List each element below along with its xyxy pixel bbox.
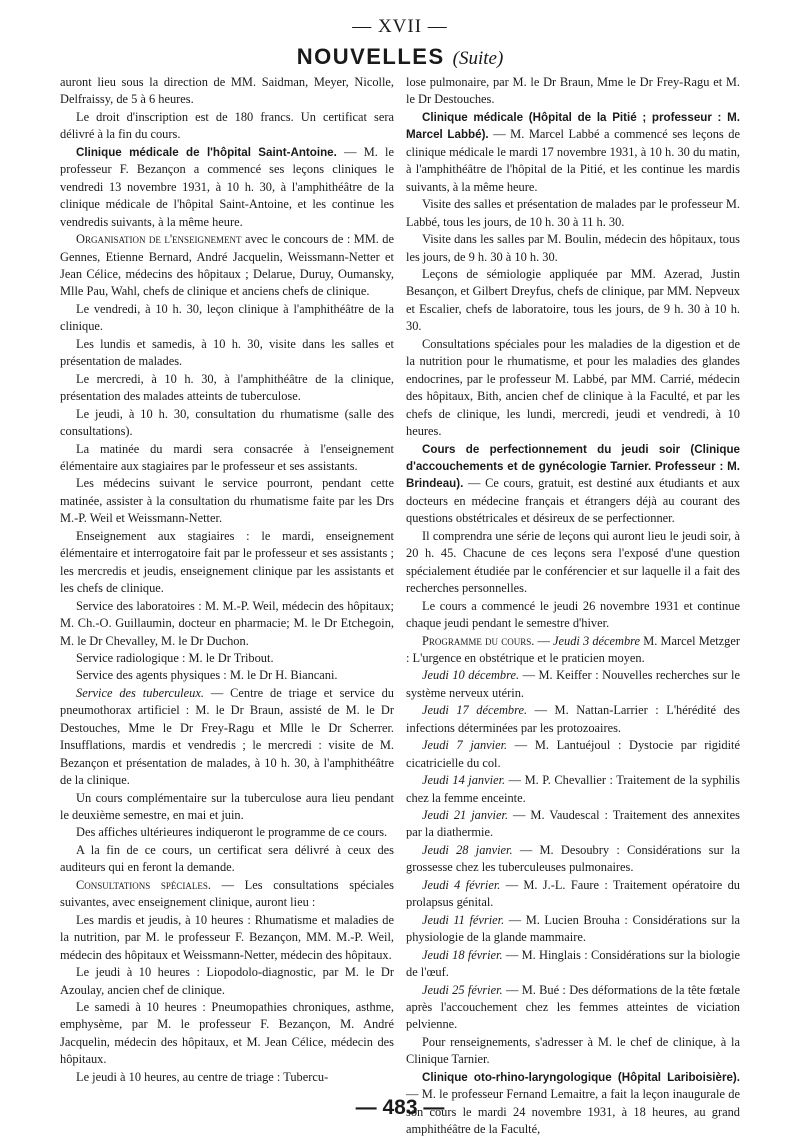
paragraph-text: — M. J.-L. Faure : Traitement opératoire du prolapsus génital. <box>406 877 740 910</box>
paragraph <box>406 74 740 109</box>
paragraph <box>406 266 740 336</box>
paragraph-text: — M. Bué : Des déformations de la tête fœtale après l'accouchement chez les femmes atteintes de viciation pelvienne. <box>406 982 740 1032</box>
paragraph-text: Enseignement aux stagiaires : le mardi, enseignement élémentaire et interrogatoire fait par le professeur et ses assistants ; les mercredis et jeudis, enseignement clinique par les assistants et les chefs de clinique. <box>60 528 394 596</box>
paragraph-text: Les médecins suivant le service pourront, pendant cette matinée, assister à la consultation du rhumatisme faite par les Drs M.-P. Weil et Weissmann-Netter. <box>60 476 394 526</box>
paragraph-heading: Clinique médicale de l'hôpital Saint-Antoine. <box>76 145 337 159</box>
paragraph-text-continued: M. Marcel Metzger : L'urgence en obstétrique et le praticien moyen. <box>406 633 741 665</box>
paragraph <box>60 1069 394 1086</box>
paragraph-text: — <box>534 633 554 648</box>
paragraph-italic-lead: Jeudi 28 janvier. <box>422 842 513 857</box>
paragraph-text: Consultations spéciales pour les maladies de la digestion et de la nutrition pour le rhumatisme, et pour les maladies des glandes endocrines, par le professeur M. Labbé, par MM. Carrié, médecin des hôpitaux, Bith, ancien chef de clinique à la Faculté, et par les chefs de clinique, les lundi, mercredi, jeudi et vendredi, à 10 heures. <box>406 336 740 439</box>
paragraph <box>60 912 394 964</box>
paragraph <box>60 371 394 406</box>
paragraph-text: — M. P. Chevallier : Traitement de la syphilis chez la femme enceinte. <box>406 773 740 805</box>
paragraph-text: — M. Desoubry : Considérations sur la grossesse chez les tuberculeuses pulmonaires. <box>406 842 740 875</box>
paragraph <box>406 842 740 877</box>
paragraph-text: — M. Vaudescal : Traitement des annexites par la diathermie. <box>406 808 740 840</box>
paragraph-text: Un cours complémentaire sur la tuberculose aura lieu pendant le deuxième semestre, en mai et juin. <box>60 790 394 823</box>
paragraph <box>60 301 394 336</box>
paragraph-text: A la fin de ce cours, un certificat sera délivré à ceux des auditeurs qui en feront la demande. <box>60 842 394 875</box>
paragraph-text: Le jeudi à 10 heures : Liopodolo-diagnostic, par M. le Dr Azoulay, ancien chef de clinique. <box>60 965 394 997</box>
paragraph-heading: Clinique médicale (Hôpital de la Pitié ; professeur : M. Marcel Labbé). <box>406 110 740 142</box>
paragraph <box>406 336 740 441</box>
paragraph <box>60 109 394 144</box>
paragraph-italic-lead: Jeudi 25 février. <box>422 982 503 997</box>
paragraph <box>60 964 394 999</box>
paragraph <box>406 598 740 633</box>
paragraph-text: Le vendredi, à 10 h. 30, leçon clinique à l'amphithéâtre de la clinique. <box>60 301 394 334</box>
paragraph <box>60 441 394 476</box>
roman-page-number: — XVII — <box>352 16 448 37</box>
paragraph <box>60 842 394 877</box>
paragraph-text: Les mardis et jeudis, à 10 heures : Rhumatisme et maladies de la nutrition, par M. le professeur F. Bezançon, MM. M.-P. Weil, médecin des hôpitaux et Weissmann-Netter, médecin des hôpitaux. <box>60 912 394 962</box>
paragraph-text: Il comprendra une série de leçons qui auront lieu le jeudi soir, à 20 h. 45. Chacune de ces leçons sera l'exposé d'une question spécialement étudiée par le conférencier et sur laquelle il a fait des recherches personnelles. <box>406 528 740 596</box>
section-title <box>0 44 800 70</box>
paragraph-text: — M. Lucien Brouha : Considérations sur la physiologie de la glande mammaire. <box>406 912 741 945</box>
paragraph <box>60 685 394 790</box>
paragraph-text: — M. le professeur F. Bezançon a commencé ses leçons cliniques le vendredi 13 novembre 1931, à 10 h. 30, à l'amphithéâtre de la clinique médicale de l'hôpital Saint-Antoine, et les continue les vendredis suivants, à la même heure. <box>60 144 394 229</box>
paragraph <box>60 667 394 684</box>
paragraph-text: Le droit d'inscription est de 180 francs. Un certificat sera délivré à la fin du cours. <box>60 109 394 142</box>
section-title-suite: (Suite) <box>452 48 504 69</box>
paragraph <box>406 982 740 1034</box>
paragraph-text: Le cours a commencé le jeudi 26 novembre 1931 et continue chaque jeudi pendant le semestre d'hiver. <box>406 598 740 631</box>
paragraph <box>60 475 394 527</box>
paragraph <box>406 912 740 947</box>
paragraph <box>60 824 394 841</box>
paragraph-heading: Clinique oto-rhino-laryngologique (Hôpital Lariboisière). <box>422 1070 740 1084</box>
paragraph-text: Pour renseignements, s'adresser à M. le chef de clinique, à la Clinique Tarnier. <box>406 1034 740 1067</box>
paragraph-italic-date: Jeudi 3 décembre <box>553 633 641 648</box>
paragraph-text: — M. Marcel Labbé a commencé ses leçons de clinique médicale le mardi 17 novembre 1931, à 10 h. 30 du matin, à l'amphithéâtre de l'hôpital de la Pitié, et les continue les mardis suivants, à la même heure. <box>406 127 740 194</box>
paragraph <box>406 772 740 807</box>
paragraph-text: Service radiologique : M. le Dr Tribout. <box>76 650 274 665</box>
paragraph-italic-lead: Jeudi 10 décembre. <box>422 668 520 683</box>
paragraph-text: auront lieu sous la direction de MM. Saidman, Meyer, Nicolle, Delfraissy, de 5 à 6 heures. <box>60 75 394 107</box>
page-folio: — 483 — <box>355 1096 445 1119</box>
paragraph-text: Le jeudi, à 10 h. 30, consultation du rhumatisme (salle des consultations). <box>60 406 394 439</box>
paragraph <box>406 667 740 702</box>
paragraph-text: Service des agents physiques : M. le Dr H. Biancani. <box>76 668 338 683</box>
paragraph <box>60 790 394 825</box>
paragraph <box>406 231 740 266</box>
paragraph-italic-lead: Jeudi 14 janvier. <box>422 773 506 788</box>
paragraph-text: Le mercredi, à 10 h. 30, à l'amphithéâtre de la clinique, présentation des malades atteints de tuberculose. <box>60 371 394 404</box>
paragraph-text: — M. le professeur Fernand Lemaitre, a fait la leçon inaugurale de son cours le mardi 24 novembre 1931, à 18 heures, au grand amphithéâtre de la Faculté, <box>406 1087 740 1137</box>
paragraph-text: Des affiches ultérieures indiqueront le programme de ce cours. <box>76 825 388 840</box>
paragraph <box>406 877 740 912</box>
paragraph-text: — M. Nattan-Larrier : L'hérédité des infections déterminées par les protozoaires. <box>406 703 741 735</box>
paragraph <box>406 528 740 598</box>
paragraph <box>60 528 394 598</box>
paragraph <box>406 702 740 737</box>
paragraph-italic-lead: Jeudi 4 février. <box>422 877 501 892</box>
paragraph <box>406 947 740 982</box>
paragraph <box>60 999 394 1069</box>
paragraph <box>60 406 394 441</box>
paragraph-text: — Ce cours, gratuit, est destiné aux étudiants et aux docteurs en médecine français et étrangers déjà au courant des questions obstétricales et désireux de se perfectionner. <box>406 476 740 526</box>
paragraph <box>406 633 740 668</box>
paragraph <box>60 144 394 231</box>
paragraph-smallcaps-lead: Programme du cours. <box>422 633 535 648</box>
paragraph-text: Service des laboratoires : M. M.-P. Weil, médecin des hôpitaux; M. Ch.-O. Guillaumin, docteur en pharmacie; M. le Dr Etchegoin, M. le Dr Chevalley, M. le Dr Duchon. <box>60 598 394 648</box>
paragraph <box>60 598 394 650</box>
paragraph-italic-lead: Jeudi 17 décembre. <box>422 703 528 718</box>
paragraph <box>406 807 740 842</box>
paragraph-text: lose pulmonaire, par M. le Dr Braun, Mme le Dr Frey-Ragu et M. le Dr Destouches. <box>406 75 740 107</box>
paragraph <box>60 650 394 667</box>
paragraph-text: — M. Hinglais : Considérations sur la biologie de l'œuf. <box>406 947 741 980</box>
paragraph-text: Leçons de sémiologie appliquée par MM. Azerad, Justin Besançon, et Gilbert Dreyfus, chefs de clinique, par MM. Nepveux et Escalier, chefs de laboratoire, tous les jours, de 9 h. 30 à 10 h. 30. <box>406 266 740 334</box>
paragraph-text: — Centre de triage et service du pneumothorax artificiel : M. le Dr Braun, assisté de M. le Dr Destouches, Mme le Dr Frey-Ragu et Mlle le Dr Scherrer. Insufflations, mardis et vendredis ; le mercredi : visite de M. Bezançon et présentation de malades, à 10 h. 30, à l'amphithéâtre de la clinique. <box>60 685 395 788</box>
paragraph-text: La matinée du mardi sera consacrée à l'enseignement élémentaire aux stagiaires par le professeur et ses assistants. <box>60 441 394 473</box>
paragraph-text: — M. Lantuéjoul : Dystocie par rigidité cicatricielle du col. <box>406 738 740 770</box>
paragraph-text: — Les consultations spéciales suivantes, avec enseignement clinique, auront lieu : <box>60 877 394 910</box>
paragraph-smallcaps-lead: Consultations spéciales. <box>76 877 211 892</box>
paragraph <box>406 109 740 196</box>
paragraph <box>60 231 394 301</box>
paragraph-text: Le jeudi à 10 heures, au centre de triage : Tubercu- <box>76 1069 329 1084</box>
paragraph-text: Visite des salles et présentation de malades par le professeur M. Labbé, tous les jours, de 10 h. 30 à 11 h. 30. <box>406 197 740 229</box>
paragraph-text: Visite dans les salles par M. Boulin, médecin des hôpitaux, tous les jours, de 9 h. 30 à 10 h. 30. <box>406 232 740 264</box>
right-column <box>406 74 740 1139</box>
paragraph-italic-lead: Service des tuberculeux. <box>76 685 204 700</box>
section-title-main: NOUVELLES <box>296 44 445 69</box>
paragraph-smallcaps-lead: Organisation de l'enseignement <box>76 232 242 247</box>
paragraph <box>60 74 394 109</box>
paragraph <box>60 877 394 912</box>
paragraph <box>406 1034 740 1069</box>
paragraph-italic-lead: Jeudi 18 février. <box>422 947 503 962</box>
paragraph <box>406 441 740 528</box>
paragraph-text: Les lundis et samedis, à 10 h. 30, visite dans les salles et présentation de malades. <box>60 336 394 369</box>
left-column <box>60 74 394 1139</box>
paragraph-text: — M. Keiffer : Nouvelles recherches sur le système nerveux utérin. <box>406 668 740 700</box>
text-columns <box>60 74 740 1139</box>
paragraph-italic-lead: Jeudi 21 janvier. <box>422 808 509 823</box>
paragraph-text: avec le concours de : MM. de Gennes, Etienne Bernard, André Jacquelin, Weissmann-Netter et Jean Célice, médecins des hôpitaux ; Delarue, Duruy, Oumansky, Mlle Pau, Wahl, chefs de clinique et anciens chefs de clinique. <box>60 232 394 299</box>
paragraph-italic-lead: Jeudi 11 février. <box>422 912 505 927</box>
paragraph <box>406 196 740 231</box>
paragraph-text: Le samedi à 10 heures : Pneumopathies chroniques, asthme, emphysème, par M. le professeur F. Bezançon, M. André Jacquelin, médecin des hôpitaux, et M. Jean Célice, médecin des hôpitaux. <box>60 1000 394 1067</box>
paragraph-italic-lead: Jeudi 7 janvier. <box>422 738 508 753</box>
paragraph-heading: Cours de perfectionnement du jeudi soir (Clinique d'accouchements et de gynécologie Tarnier. Professeur : M. Brindeau). <box>406 442 740 491</box>
paragraph <box>60 336 394 371</box>
paragraph <box>406 737 740 772</box>
